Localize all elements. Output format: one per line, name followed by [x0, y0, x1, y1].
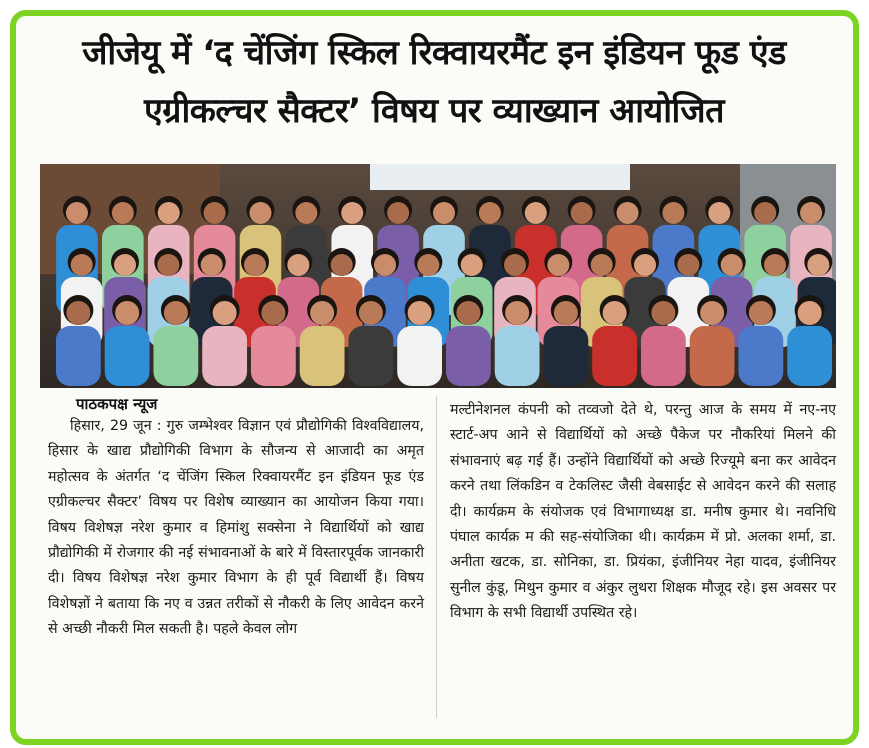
person-face	[617, 202, 639, 224]
person-face	[433, 202, 455, 224]
person-body	[300, 326, 345, 386]
person-face	[331, 254, 353, 276]
person-face	[201, 254, 223, 276]
person-face	[721, 254, 743, 276]
person-face	[374, 254, 396, 276]
person-face	[408, 301, 432, 325]
person-body	[397, 326, 442, 386]
headline: जीजेयू में ‘द चेंजिंग स्किल रिक्वायरमैंट इन इंडियन फूड एंड एग्रीकल्चर सैक्टर’ विषय पर व्याख्यान आयोजित	[82, 33, 786, 131]
person-face	[158, 202, 180, 224]
person-face	[708, 202, 730, 224]
person-face	[359, 301, 383, 325]
person-face	[249, 202, 271, 224]
person-body	[153, 326, 198, 386]
person-face	[504, 254, 526, 276]
person-face	[807, 254, 829, 276]
person-face	[341, 202, 363, 224]
byline: पाठकपक्ष न्यूज	[76, 395, 158, 413]
person-face	[157, 254, 179, 276]
person-body	[202, 326, 247, 386]
person-face	[634, 254, 656, 276]
group-photo	[40, 164, 836, 388]
person-face	[244, 254, 266, 276]
person-face	[287, 254, 309, 276]
person-body	[641, 326, 686, 386]
person-face	[505, 301, 529, 325]
article-column-left: हिसार, 29 जून : गुरु जम्भेश्वर विज्ञान एवं प्रौद्योगिकी विश्वविद्यालय, हिसार के खाद्य प्रौद्योगिकी विभाग के सौजन्य से आजादी का अमृत महोत्सव के अंतर्गत ‘द चेंजिंग स्किल रिक्वायरमैंट इन इंडियन फूड एंड एग्रीकल्चर सैक्टर’ विषय पर विशेष व्याख्यान का आयोजन किया गया। विषय विशेषज्ञ नरेश कुमार व हिमांशु सक्सेना ने विद्यार्थियों को खाद्य प्रौद्योगिकी में रोजगार की नई संभावनाओं के बारे में विस्तारपूर्वक जानकारी दी। विषय विशेषज्ञ नरेश कुमार विभाग के ही पूर्व विद्यार्थी हैं। विषय विशेषज्ञों ने बताया कि नए व उन्नत तरीकों से नौकरी के लिए आवेदन करने से अच्छी नौकरी मिल सकती है। पहले केवल लोग	[48, 418, 424, 638]
person-face	[547, 254, 569, 276]
column-divider	[436, 396, 437, 718]
person-face	[764, 254, 786, 276]
person-body	[543, 326, 588, 386]
person-body	[592, 326, 637, 386]
person-face	[417, 254, 439, 276]
person-body	[495, 326, 540, 386]
person-face	[700, 301, 724, 325]
group-photo-illustration	[40, 164, 836, 388]
person-body	[251, 326, 296, 386]
person-body	[690, 326, 735, 386]
person-face	[749, 301, 773, 325]
person-face	[456, 301, 480, 325]
person-face	[164, 301, 188, 325]
person-face	[387, 202, 409, 224]
person-face	[310, 301, 334, 325]
person-body	[56, 326, 101, 386]
person-face	[479, 202, 501, 224]
person-body	[738, 326, 783, 386]
person-face	[662, 202, 684, 224]
person-face	[525, 202, 547, 224]
person-face	[114, 254, 136, 276]
person-face	[571, 202, 593, 224]
person-face	[677, 254, 699, 276]
person-face	[66, 301, 90, 325]
person-face	[603, 301, 627, 325]
person-body	[446, 326, 491, 386]
person-face	[554, 301, 578, 325]
person-body	[105, 326, 150, 386]
person-body	[787, 326, 832, 386]
person-face	[591, 254, 613, 276]
person-face	[461, 254, 483, 276]
person-face	[213, 301, 237, 325]
person-face	[71, 254, 93, 276]
person-face	[295, 202, 317, 224]
news-clipping-frame	[10, 10, 859, 745]
person-face	[798, 301, 822, 325]
person-face	[66, 202, 88, 224]
person-face	[112, 202, 134, 224]
person-face	[800, 202, 822, 224]
person-face	[204, 202, 226, 224]
person-face	[651, 301, 675, 325]
person-body	[348, 326, 393, 386]
person-face	[115, 301, 139, 325]
person-face	[261, 301, 285, 325]
article-column-right: मल्टीनेशनल कंपनी को तव्वजो देते थे, परन्तु आज के समय में नए-नए स्टार्ट-अप आने से विद्यार्थियों को अच्छे पैकेज पर नौकरियां मिलने की संभावनाएं बढ़ गई हैं। उन्होंने विद्यार्थियों को अच्छे रिज्यूमे बना कर आवेदन करने तथा लिंकडिन व टेकलिस्ट जैसी वेबसाईट से आवेदन करने की सलाह दी। कार्यक्रम के संयोजक एवं विभागाध्यक्ष डा. मनीष कुमार थे। नवनिधि पंघाल कार्यक्र म की सह-संयोजिका थी। कार्यक्रम में प्रो. अलका शर्मा, डा. अनीता खटक, डा. सोनिका, डा. प्रियंका, इंजीनियर नेहा यादव, इंजीनियर सुनील कुंडू, मिथुन कुमार व अंकुर लुथरा शिक्षक मौजूद रहे। इस अवसर पर विभाग के सभी विद्यार्थी उपस्थित रहे।	[450, 402, 836, 622]
person-face	[754, 202, 776, 224]
